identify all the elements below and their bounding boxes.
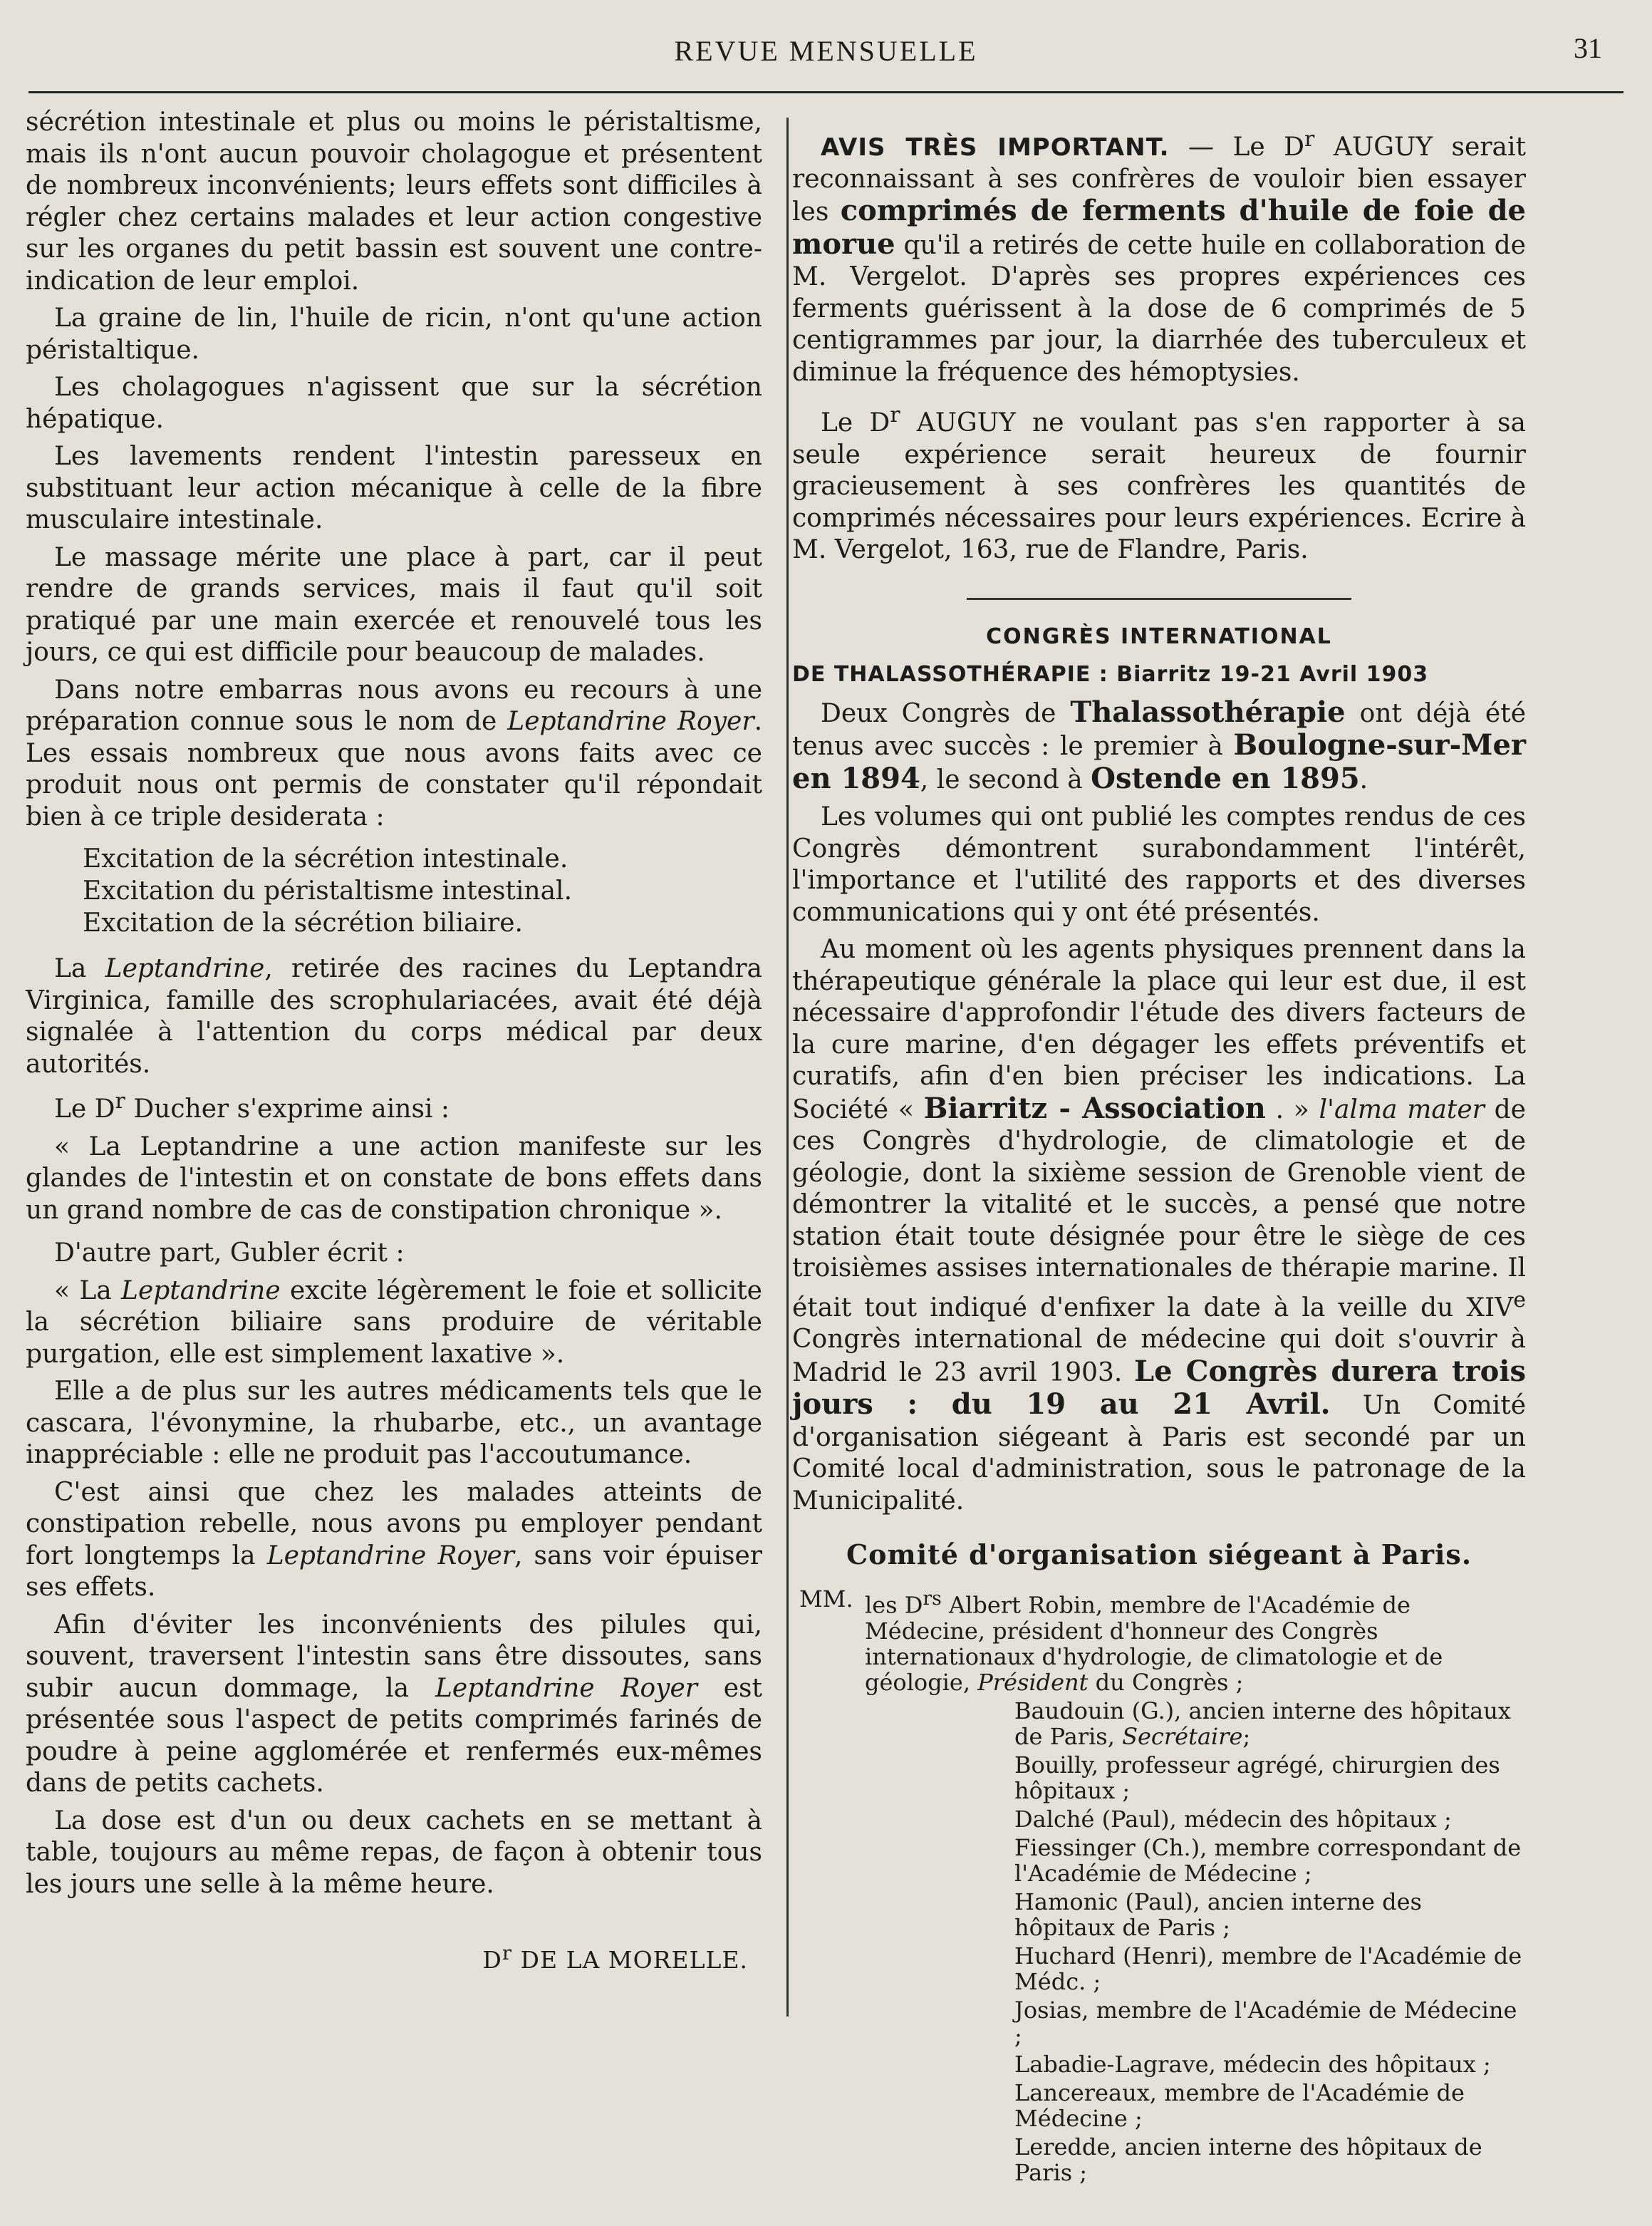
left-column [26, 107, 762, 1974]
list-item: Dalché (Paul), médecin des hôpitaux ; [1014, 1805, 1452, 1833]
paragraph: Dans notre embarras nous avons eu recours à une préparation connue sous le nom de Leptandrine Royer. Les essais nombreux que nous avons faits avec ce produit nous ont permis de constater qu'il répondait bien à ce triple desiderata : [26, 675, 763, 832]
page-header [28, 21, 1624, 78]
quote: « La Leptandrine a une action manifeste sur les glandes de l'intestin et on constate de bons effets dans un grand nombre de cas de constipation chronique ». [26, 1132, 762, 1225]
list-item: Josias, membre de l'Académie de Médecine ; [1014, 1996, 1517, 2049]
congress-heading: CONGRÈS INTERNATIONAL [986, 623, 1332, 649]
paragraph: Au moment où les agents physiques prennent dans la thérapeutique générale la place qui leur est due, il est nécessaire d'approfondir l'étude des divers facteurs de la cure marine, d'en dégager les effets préventifs et curatifs, afin d'en bien préciser les indications. La Société « Biarritz - Association . » l'alma mater de ces Congrès d'hydrologie, de climatologie et de géologie, dont la sixième session de Grenoble vient de démontrer la vitalité et le succès, a pensé que notre station était toute désignée pour être le siège de ces troisièmes assises internationales de thérapie marine. Il était tout indiqué d'enfixer la date à la veille du XIVe Congrès international de médecine qui doit s'ouvrir à Madrid le 23 avril 1903. Le Congrès durera trois jours : du 19 au 21 Avril. Un Comité d'organisation siégeant à Paris est secondé par un Comité local d'administration, sous le patronage de la Municipalité. [792, 935, 1526, 1516]
author-signature: $D^r$ DE LA MORELLE. [482, 1942, 748, 1974]
list-item: Fiessinger (Ch.), membre correspondant de l'Académie de Médecine ; [1014, 1833, 1522, 1887]
section-rule [967, 598, 1351, 600]
paragraph: La dose est d'un ou deux cachets en se mettant à table, toujours au même repas, de façon à obtenir tous les jours une selle à la même heure. [26, 1806, 762, 1899]
notice-paragraph: AVIS TRÈS IMPORTANT. — Le $D^r$ AUGUY serait reconnaissant à ses confrères de vouloir bien essayer les comprimés de ferments d'huile de foie de morue qu'il a retirés de cette huile en collaboration de M. Vergelot. D'après ses propres expériences ces ferments guérissent à la dose de 6 comprimés de 5 centigrammes par jour, la diarrhée des tuberculeux et diminue la fréquence des hémoptysies. [792, 127, 1526, 387]
congress-subheading: DE THALASSOTHÉRAPIE : Biarritz 19-21 Avril 1903 [792, 661, 1429, 687]
list-item: Excitation de la sécrétion biliaire. [83, 908, 523, 938]
paragraph: Deux Congrès de Thalassothérapie ont déjà été tenus avec succès : le premier à Boulogne-sur-Mer en 1894, le second à Ostende en 1895. [792, 695, 1526, 795]
notice-paragraph: Le $D^r$ AUGUY ne voulant pas s'en rapporter à sa seule expérience serait heureux de fournir gracieusement à ses confrères les quantités de comprimés nécessaires pour leurs expériences. Ecrire à M. Vergelot, 163, rue de Flandre, Paris. [792, 403, 1526, 564]
running-title: REVUE MENSUELLE [674, 35, 978, 67]
paragraph: Elle a de plus sur les autres médicaments tels que le cascara, l'évonymine, la rhubarbe, etc., un avantage inappréciable : elle ne produit pas l'accoutumance. [26, 1377, 762, 1469]
paragraph: Les lavements rendent l'intestin paresseux en substituant leur action mécanique à celle de la fibre musculaire intestinale. [26, 442, 762, 534]
paragraph: La graine de lin, l'huile de ricin, n'ont qu'une action péristaltique. [26, 304, 762, 365]
paragraph: D'autre part, Gubler écrit : [54, 1238, 405, 1268]
list-item: Hamonic (Paul), ancien interne des hôpitaux de Paris ; [1014, 1888, 1422, 1941]
right-column [792, 107, 1526, 2188]
header-rule [28, 91, 1624, 93]
excitation-list [26, 843, 762, 939]
paragraph: C'est ainsi que chez les malades atteints de constipation rebelle, nous avons pu employer pendant fort longtemps la Leptandrine Royer, sans voir épuiser ses effets. [26, 1477, 762, 1602]
committee-list [792, 1586, 1526, 2185]
notice-label: AVIS TRÈS IMPORTANT. [821, 133, 1170, 162]
list-item: Excitation du péristaltisme intestinal. [83, 876, 573, 906]
page-number: 31 [1574, 32, 1602, 64]
column-divider [786, 118, 789, 2017]
paragraph: Les cholagogues n'agissent que sur la sécrétion hépatique. [26, 373, 762, 434]
paragraph: La Leptandrine, retirée des racines du Leptandra Virginica, famille des scrophulariacées, avait été déjà signalée à l'attention du corps médical par deux autorités. [26, 954, 762, 1079]
list-item: Labadie-Lagrave, médecin des hôpitaux ; [1014, 2050, 1491, 2078]
list-item: Excitation de la sécrétion intestinale. [83, 844, 568, 874]
list-item: Lancereaux, membre de l'Académie de Médecine ; [1014, 2079, 1465, 2132]
committee-heading: Comité d'organisation siégeant à Paris. [846, 1538, 1472, 1570]
paragraph: Les volumes qui ont publié les comptes rendus de ces Congrès démontrent surabondamment l'intérêt, l'importance et l'utilité des rapports et des diverses communications qui y ont été présentés. [792, 802, 1526, 927]
paragraph: sécrétion intestinale et plus ou moins le péristaltisme, mais ils n'ont aucun pouvoir cholagogue et présentent de nombreux inconvénients; leurs effets sont difficiles à régler chez certains malades et leur action congestive sur les organes du petit bassin est souvent une contre-indication de leur emploi. [26, 108, 762, 296]
paragraph: Afin d'éviter les inconvénients des pilules qui, souvent, traversent l'intestin sans être dissoutes, sans subir aucun dommage, la Leptandrine Royer est présentée sous l'aspect de petits comprimés farinés de poudre à peine agglomérée et renfermés eux-mêmes dans de petits cachets. [26, 1610, 762, 1798]
list-item: MM. les $D^{rs}$ Albert Robin, membre de l'Académie de Médecine, président d'honneur des Congrès internationaux d'hydrologie, de climatologie et de géologie, Président du Congrès ; [799, 1585, 1443, 1696]
list-item: Leredde, ancien interne des hôpitaux de Paris ; [1014, 2133, 1482, 2186]
paragraph: Le $D^r$ Ducher s'exprime ainsi : [54, 1089, 450, 1124]
list-item: Huchard (Henri), membre de l'Académie de Médc. ; [1014, 1942, 1522, 1995]
list-item: Baudouin (G.), ancien interne des hôpitaux de Paris, Secrétaire; [1014, 1697, 1511, 1750]
list-item: Bouilly, professeur agrégé, chirurgien des hôpitaux ; [1014, 1751, 1500, 1804]
paragraph: Le massage mérite une place à part, car il peut rendre de grands services, mais il faut qu'il soit pratiqué par une main exercée et renouvelé tous les jours, ce qui est difficile pour beaucoup de malades. [26, 542, 762, 667]
quote: « La Leptandrine excite légèrement le foie et sollicite la sécrétion biliaire sans produire de véritable purgation, elle est simplement laxative ». [26, 1275, 762, 1369]
